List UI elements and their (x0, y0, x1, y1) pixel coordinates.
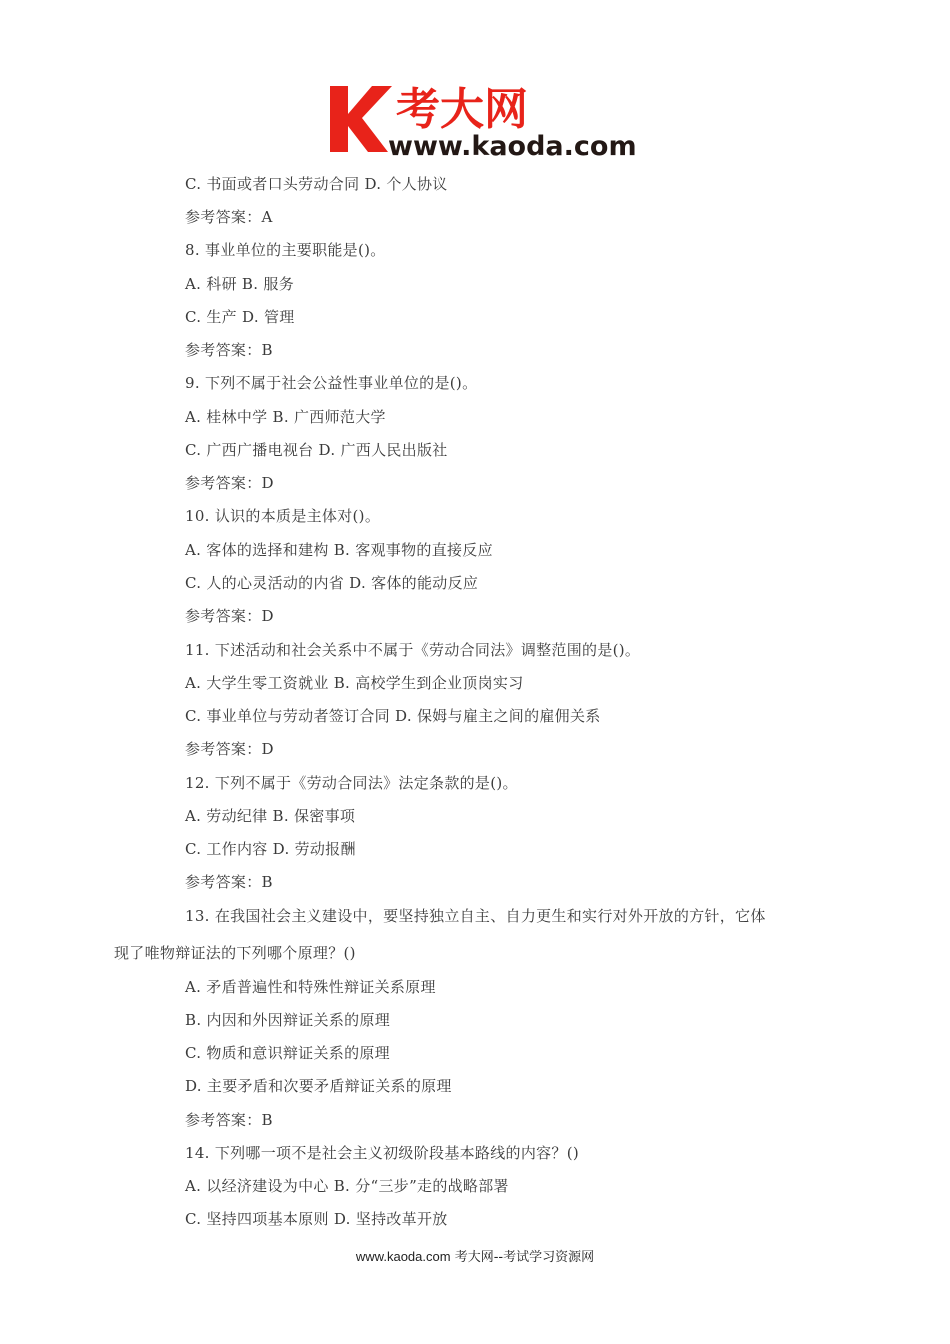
kaoda-logo (328, 80, 648, 162)
answer-line: 参考答案：B (185, 341, 273, 359)
option-line: A. 科研 B. 服务 (185, 275, 294, 293)
option-line: A. 劳动纪律 B. 保密事项 (185, 807, 356, 825)
option-line: C. 人的心灵活动的内省 D. 客体的能动反应 (185, 574, 479, 592)
answer-line: 参考答案：D (185, 474, 274, 492)
question-line: 10. 认识的本质是主体对()。 (185, 507, 381, 525)
option-line: C. 坚持四项基本原则 D. 坚持改革开放 (185, 1210, 448, 1228)
option-line: C. 生产 D. 管理 (185, 308, 295, 326)
footer-site-link[interactable]: www.kaoda.com (355, 1249, 451, 1264)
page-footer (0, 1246, 950, 1265)
question-line: 14. 下列哪一项不是社会主义初级阶段基本路线的内容？() (185, 1144, 580, 1162)
option-line: A. 大学生零工资就业 B. 高校学生到企业顶岗实习 (185, 674, 524, 692)
question-line: 11. 下述活动和社会关系中不属于《劳动合同法》调整范围的是()。 (185, 641, 641, 659)
answer-line: 参考答案：B (185, 873, 273, 891)
option-line: A. 桂林中学 B. 广西师范大学 (185, 408, 386, 426)
k-logo-icon (330, 86, 392, 152)
answer-line: 参考答案：B (185, 1111, 273, 1129)
option-line: C. 物质和意识辩证关系的原理 (185, 1044, 390, 1062)
question-line: 9. 下列不属于社会公益性事业单位的是()。 (185, 374, 478, 392)
question-line: 12. 下列不属于《劳动合同法》法定条款的是()。 (185, 774, 518, 792)
answer-line: 参考答案：A (185, 208, 273, 226)
option-line: A. 客体的选择和建构 B. 客观事物的直接反应 (185, 541, 493, 559)
question-line-continued: 现了唯物辩证法的下列哪个原理？() (114, 944, 356, 962)
answer-line: 参考答案：D (185, 740, 274, 758)
text-line: C. 书面或者口头劳动合同 D. 个人协议 (185, 175, 448, 193)
option-line: A. 矛盾普遍性和特殊性辩证关系原理 (185, 978, 436, 996)
option-line: A. 以经济建设为中心 B. 分“三步”走的战略部署 (185, 1177, 509, 1195)
option-line: B. 内因和外因辩证关系的原理 (185, 1011, 391, 1029)
question-line: 8. 事业单位的主要职能是()。 (185, 241, 386, 259)
option-line: D. 主要矛盾和次要矛盾辩证关系的原理 (185, 1077, 452, 1095)
option-line: C. 广西广播电视台 D. 广西人民出版社 (185, 441, 448, 459)
footer-text: 考大网--考试学习资源网 (450, 1250, 595, 1265)
option-line: C. 事业单位与劳动者签订合同 D. 保姆与雇主之间的雇佣关系 (185, 707, 601, 725)
logo-name: 考大网 (396, 84, 528, 135)
question-line: 13. 在我国社会主义建设中，要坚持独立自主、自力更生和实行对外开放的方针，它体 (185, 907, 766, 925)
answer-line: 参考答案：D (185, 607, 274, 625)
logo-url: www.kaoda.com (388, 131, 637, 162)
option-line: C. 工作内容 D. 劳动报酬 (185, 840, 356, 858)
